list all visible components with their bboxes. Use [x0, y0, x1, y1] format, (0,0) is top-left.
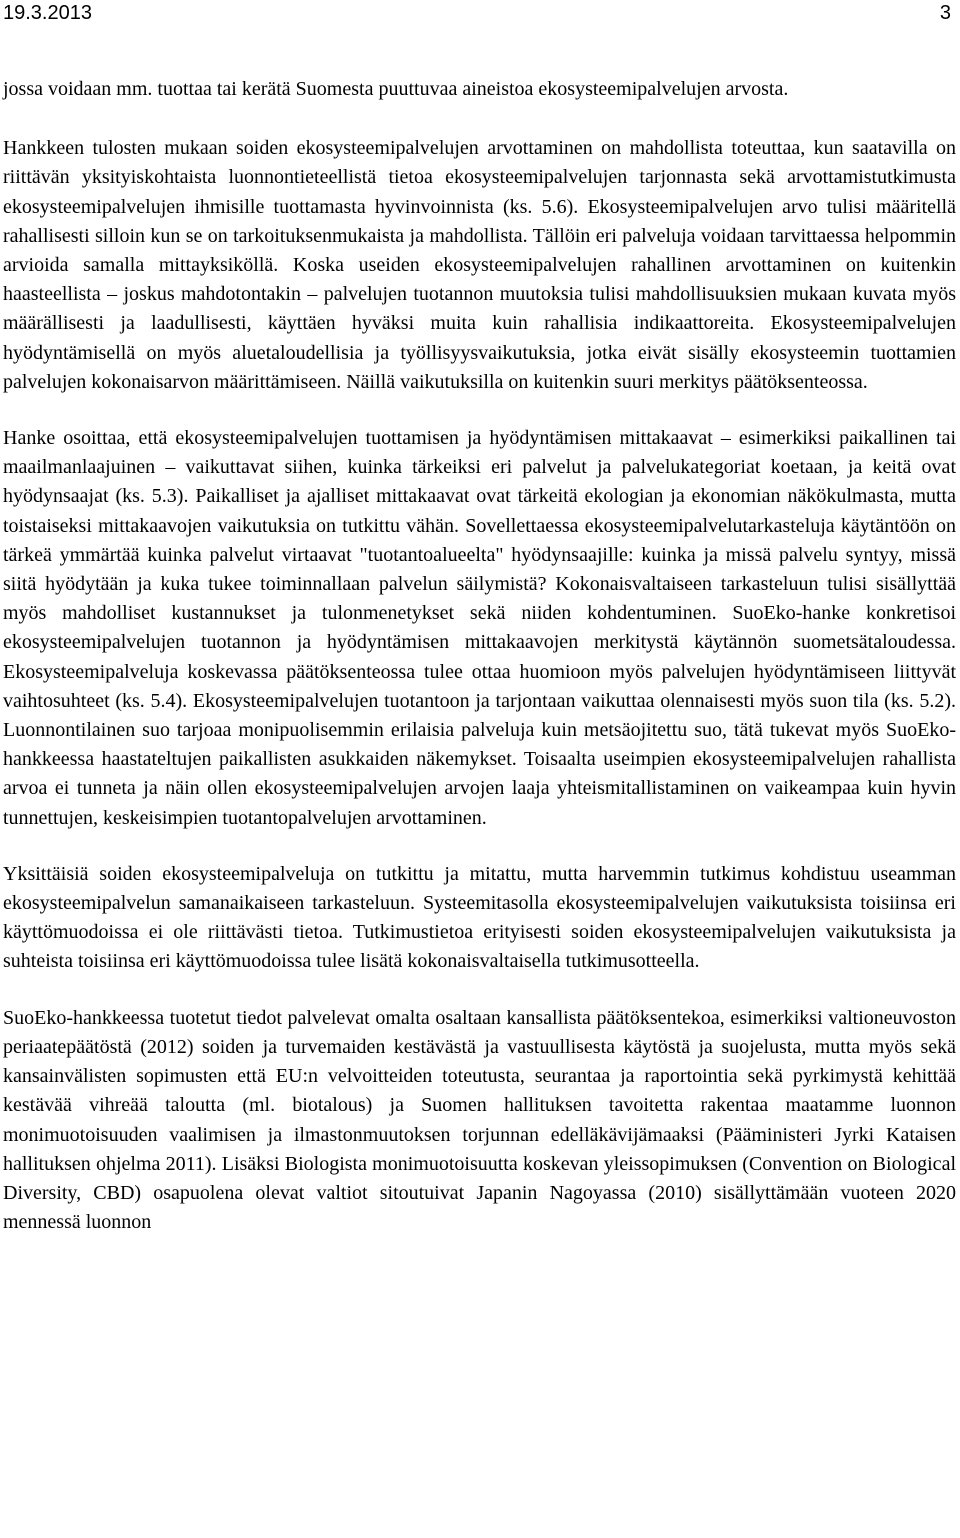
paragraph-scales: Hanke osoittaa, että ekosysteemipalvelujen tuottamisen ja hyödyntämisen mittakaavat – esimerkiksi paikallinen tai maailmanlaajuinen – vaikuttavat siihen, kuinka tärkeiksi eri palvelut ja palvelukategoriat koetaan, ja keitä ovat hyödynsaajat (ks. 5.3). Paikalliset ja ajalliset mittakaavat ovat tärkeitä ekologian ja ekonomian näkökulmasta, mutta toistaiseksi mittakaavojen vaikutuksia on tutkittu vähän. Sovellettaessa ekosysteemipalvelutarkasteluja käytäntöön on tärkeä ymmärtää kuinka palvelut virtaavat "tuotantoalueelta" hyödynsaajille: kuinka ja missä palvelu syntyy, missä siitä hyödytään ja kuka tukee toiminnallaan palvelun säilymistä? Kokonaisvaltaiseen tarkasteluun tulisi sisällyttää myös mahdolliset kustannukset ja tulonmenetykset sekä niiden kohdentuminen. SuoEko-hanke konkretisoi ekosysteemipalvelujen tuotannon ja hyödyntämisen mittakaavojen merkitystä käytännön suometsätaloudessa. Ekosysteemipalveluja koskevassa päätöksenteossa tulee ottaa huomioon myös palvelujen hyödyntämiseen liittyvät vaihtosuhteet (ks. 5.4). Ekosysteemipalvelujen tuotantoon ja tarjontaan vaikuttaa olennaisesti myös suon tila (ks. 5.2). Luonnontilainen suo tarjoaa monipuolisemmin erilaisia palveluja kuin metsäojitettu suo, tätä tukevat myös SuoEko-hankkeessa haastateltujen paikallisten asukkaiden näkemykset. Toisaalta useimpien ekosysteemipalvelujen rahallista arvoa ei tunneta ja näin ollen ekosysteemipalvelujen arvojen laaja yhteismitallistaminen on vaikeampaa kuin hyvin tunnettujen, keskeisimpien tuotantopalvelujen arvottaminen.: [3, 427, 956, 829]
page-number: 3: [939, 2, 951, 24]
paragraph-research: Yksittäisiä soiden ekosysteemipalveluja on tutkittu ja mitattu, mutta harvemmin tutkimus kohdistuu useamman ekosysteemipalvelun samanaikaiseen tarkasteluun. Systeemitasolla ekosysteemipalvelujen vaikutuksista toisiinsa eri käyttömuodoissa ei ole riittävästi tietoa. Tutkimustietoa erityisesti soiden ekosysteemipalvelujen vaikutuksista ja suhteista toisiinsa eri käyttömuodoissa tulee lisätä kokonaisvaltaisella tutkimusotteella.: [3, 862, 956, 973]
paragraph-policy: SuoEko-hankkeessa tuotetut tiedot palvelevat omalta osaltaan kansallista päätöksentekoa, esimerkiksi valtioneuvoston periaatepäätöstä (2012) soiden ja turvemaiden kestävästä ja vastuullisesta käytöstä ja suojelusta, mutta myös sekä kansainvälisten sopimusten että EU:n velvoitteiden toteutusta, seurantaa ja raportointia sekä pyrkimystä kehittää kestävää vihreää taloutta (ml. biotalous) ja Suomen hallituksen tavoitetta rakentaa maatamme luonnon monimuotoisuuden vaalimisen ja ilmastonmuutoksen torjunnan edelläkävijämaaksi (Pääministeri Jyrki Kataisen hallituksen ohjelma 2011). Lisäksi Biologista monimuotoisuutta koskevan yleissopimuksen (Convention on Biological Diversity, CBD) osapuolena olevat valtiot sitoutuivat Japanin Nagoyassa (2010) sisällyttämään vuoteen 2020 mennessä luonnon: [3, 1006, 956, 1234]
header-date: 19.3.2013: [3, 2, 92, 24]
document-body: [3, 75, 956, 1237]
paragraph-intro: jossa voidaan mm. tuottaa tai kerätä Suomesta puuttuvaa aineistoa ekosysteemipalvelujen arvosta.: [3, 78, 789, 100]
page-header: [0, 0, 960, 30]
paragraph-valuation: Hankkeen tulosten mukaan soiden ekosysteemipalvelujen arvottaminen on mahdollista toteuttaa, kun saatavilla on riittävän yksityiskohtaista luonnontieteellistä tietoa ekosysteemipalvelujen tarjonnasta sekä arvottamistutkimusta ekosysteemipalvelujen ihmisille tuottamasta hyvinvoinnista (ks. 5.6). Ekosysteemipalvelujen arvo tulisi määritellä rahallisesti silloin kun se on tarkoituksenmukaista ja mahdollista. Tällöin eri palveluja voidaan tarvittaessa helpommin arvioida samalla mittayksiköllä. Koska useiden ekosysteemipalvelujen rahallinen arvottaminen on kuitenkin haasteellista – joskus mahdotontakin – palvelujen tuotannon muutoksia tulisi mahdollisuuksien mukaan kuvata myös määrällisesti ja laadullisesti, käyttäen hyväksi muita kuin rahallisia indikaattoreita. Ekosysteemipalvelujen hyödyntämisellä on myös aluetaloudellisia ja työllisyysvaikutuksia, jotka eivät sisälly ekosysteemin tuottamien palvelujen kokonaisarvon määrittämiseen. Näillä vaikutuksilla on kuitenkin suuri merkitys päätöksenteossa.: [3, 137, 956, 393]
